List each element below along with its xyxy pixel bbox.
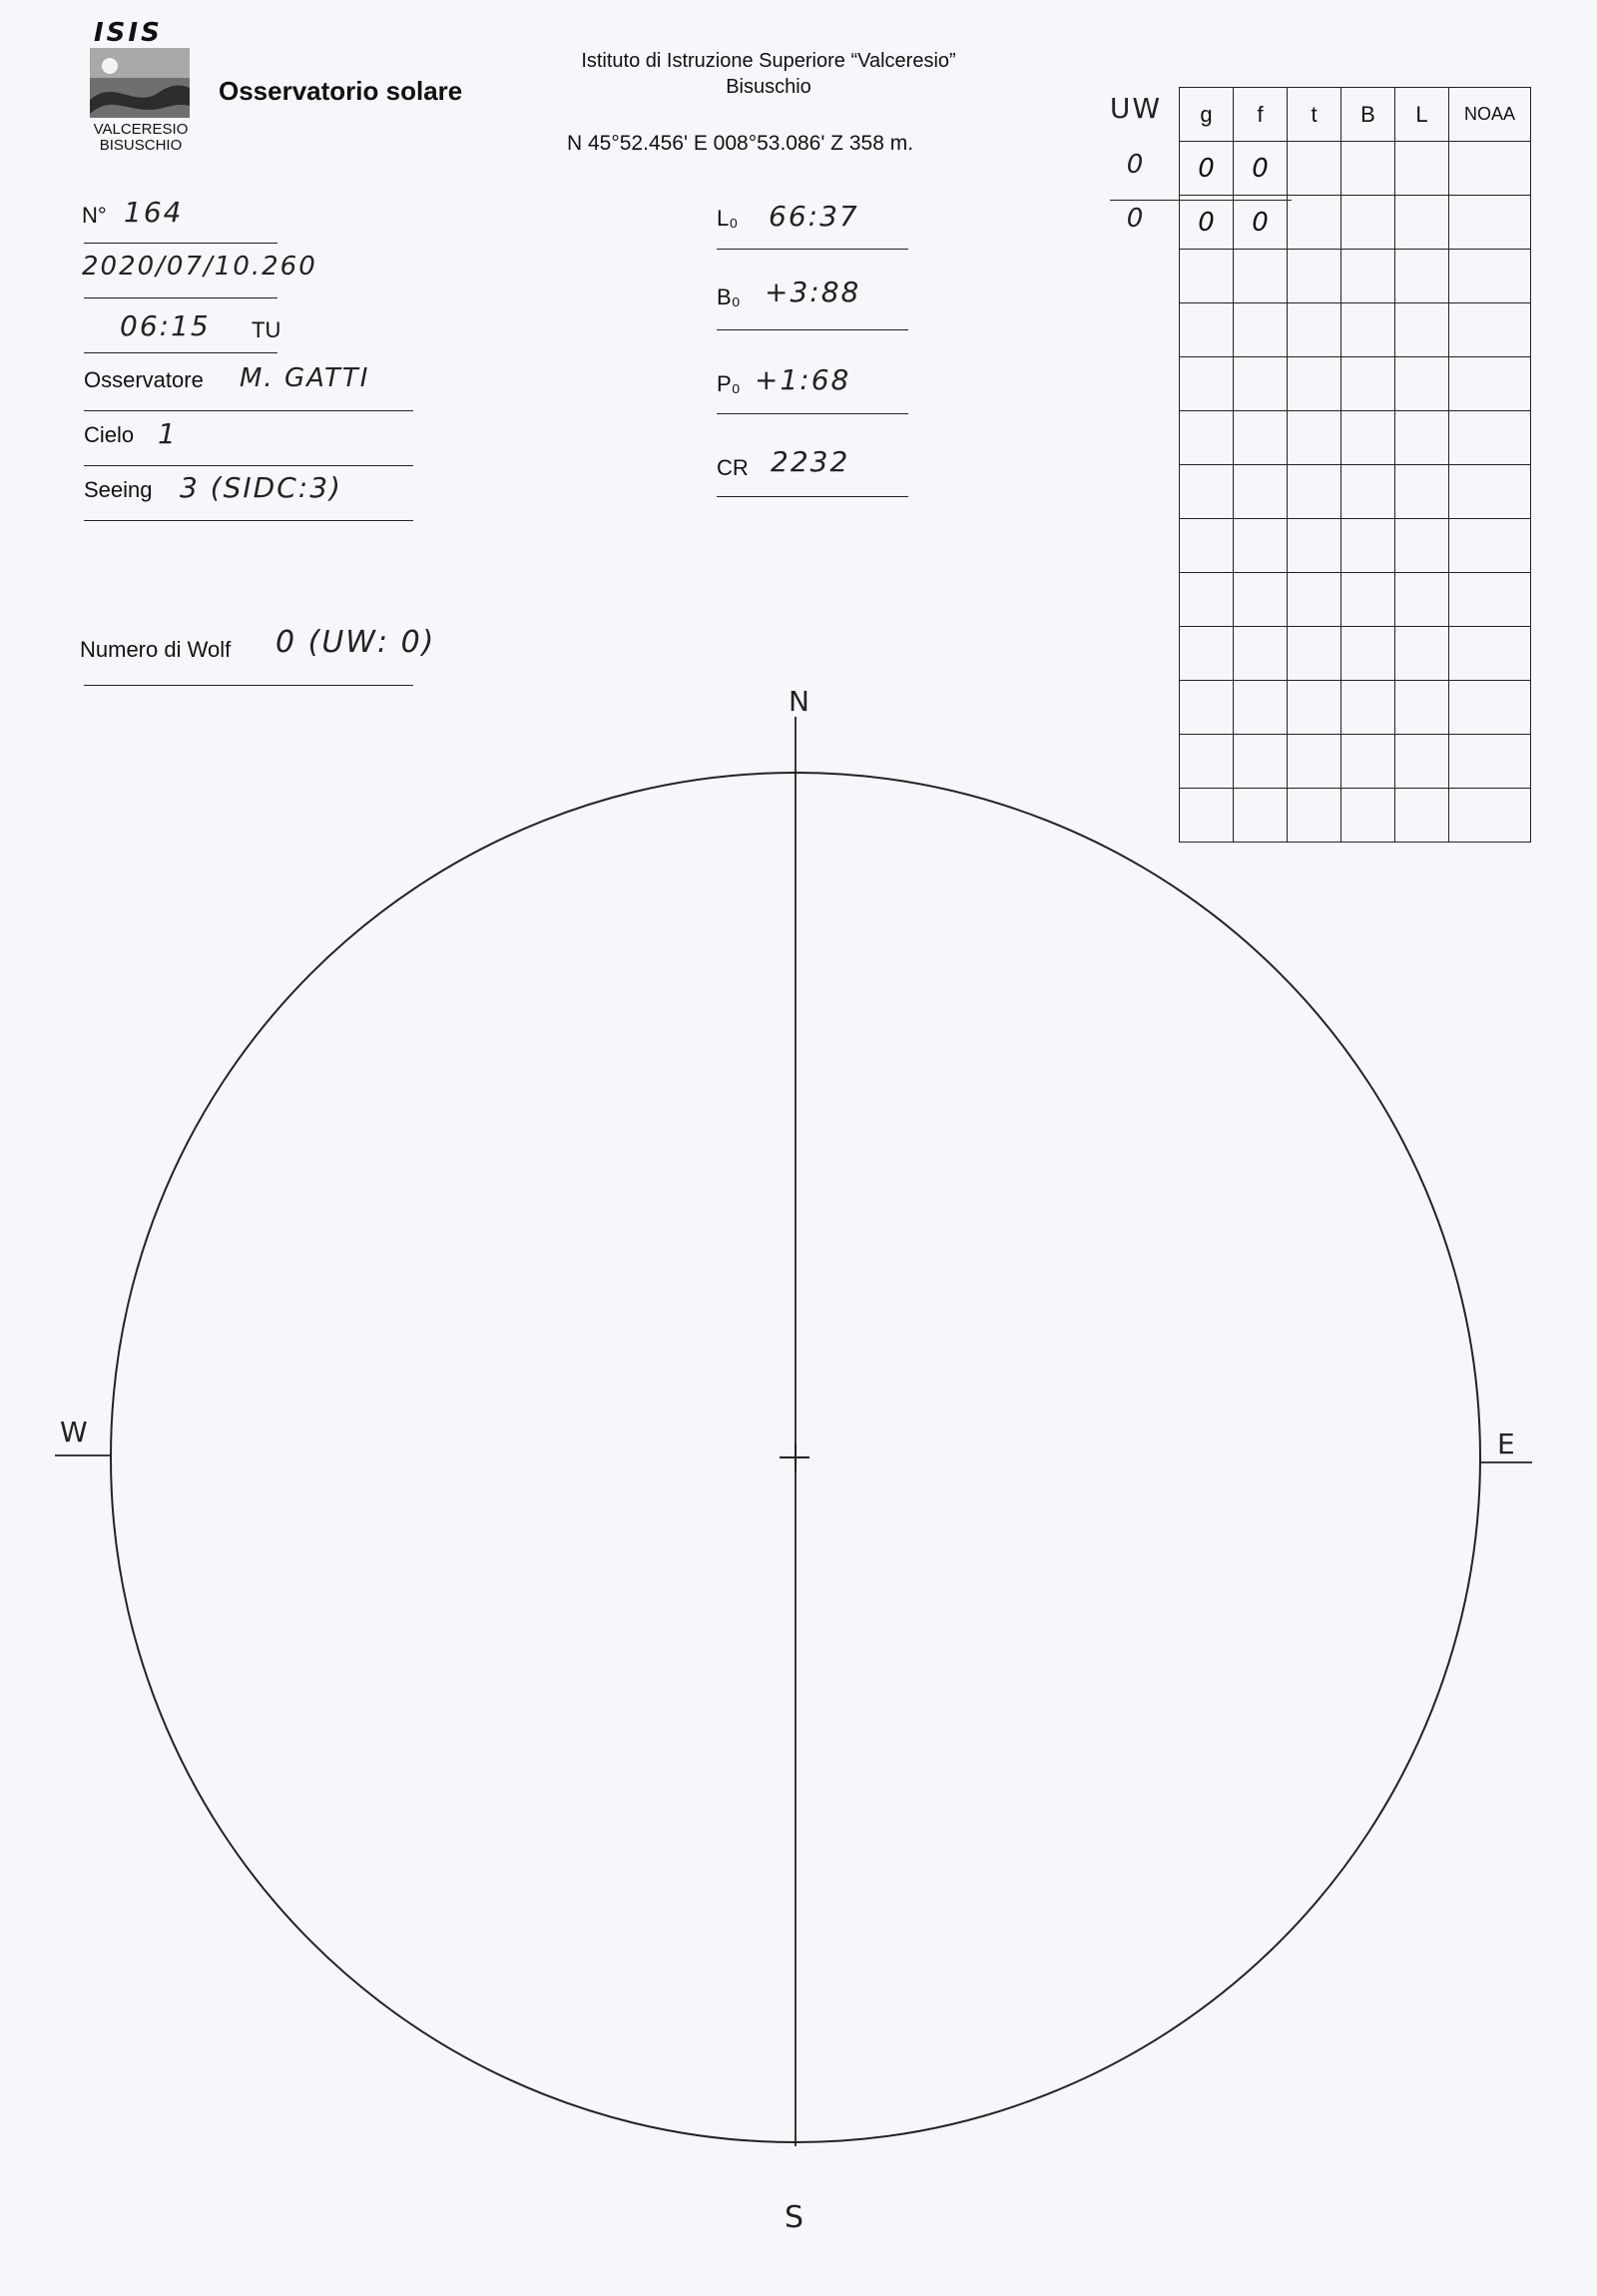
north-label: N (789, 685, 811, 718)
header-noaa: NOAA (1449, 88, 1531, 142)
south-label: S (785, 2200, 806, 2235)
table-cell: 0 (1234, 142, 1288, 196)
uw-header: UW (1109, 92, 1163, 125)
seeing-label: Seeing (84, 477, 153, 502)
logo-text: ISIS (94, 18, 163, 48)
l0-label: L₀ (717, 206, 739, 231)
east-label: E (1497, 1428, 1517, 1460)
header-f: f (1234, 88, 1288, 142)
cr-label: CR (717, 455, 749, 480)
number-value: 164 (124, 196, 184, 229)
table-cell: 0 (1180, 142, 1234, 196)
time-unit: TU (252, 317, 281, 342)
date-value: 2020/07/10.260 (82, 252, 317, 282)
time-value: 06:15 (120, 309, 211, 342)
observer-value: M. GATTI (240, 363, 370, 393)
header-t: t (1288, 88, 1341, 142)
logo-sub-line-2: BISUSCHIO (99, 137, 183, 154)
uw-row-2: 0 (1126, 204, 1146, 234)
observatory-coordinates: N 45°52.456' E 008°53.086' Z 358 m. (567, 132, 914, 155)
institute-line-1: Istituto di Istruzione Superiore “Valceresio” (581, 50, 956, 72)
uw-row-1: 0 (1126, 150, 1146, 180)
wolf-number-label: Numero di Wolf (80, 637, 232, 662)
observer-label: Osservatore (84, 367, 204, 392)
b0-label: B₀ (717, 285, 741, 309)
cr-value: 2232 (771, 445, 850, 478)
b0-value: +3:88 (765, 276, 861, 308)
header-g: g (1180, 88, 1234, 142)
header-b: B (1341, 88, 1395, 142)
p0-value: +1:68 (755, 363, 851, 396)
logo-sub-line-1: VALCERESIO (93, 121, 189, 138)
header-l: L (1395, 88, 1449, 142)
table-cell: 0 (1180, 196, 1234, 250)
sky-value: 1 (158, 417, 178, 450)
number-label: N° (82, 203, 107, 228)
sky-label: Cielo (84, 422, 135, 447)
table-cell: 0 (1234, 196, 1288, 250)
page-title: Osservatorio solare (219, 76, 463, 106)
wolf-number-value: 0 (UW: 0) (275, 625, 436, 660)
institute-line-2: Bisuschio (726, 76, 811, 98)
p0-label: P₀ (717, 371, 741, 396)
l0-value: 66:37 (769, 200, 859, 233)
seeing-value: 3 (SIDC:3) (180, 471, 342, 504)
west-label: W (60, 1416, 90, 1448)
